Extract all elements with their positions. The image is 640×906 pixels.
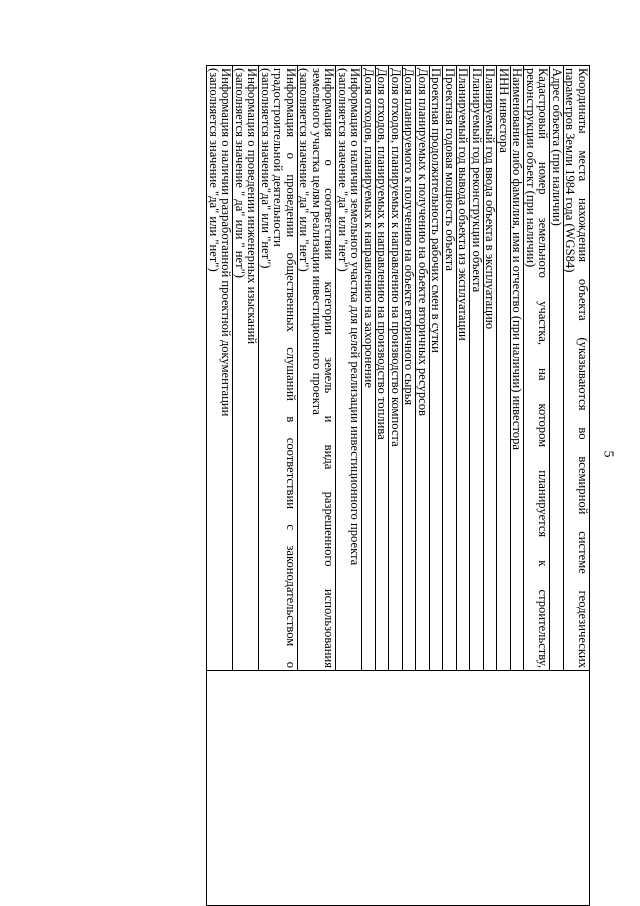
row-label-line: Координаты места нахождения объекта (указываются во всемирной системе геодезических bbox=[576, 68, 590, 668]
row-label-line: (заполняется значение "да" или "нет") bbox=[297, 68, 312, 272]
row-label bbox=[259, 66, 298, 671]
row-label-line: градостроительной деятельности bbox=[271, 68, 286, 247]
row-label-line: земельного участка целям реализации инвестиционного проекта bbox=[310, 68, 324, 415]
row-label bbox=[457, 66, 471, 671]
row-label-line: Доля планируемого к получению на объекте вторичного сырья bbox=[402, 68, 417, 406]
row-label-line: (заполняется значение"да" или "нет") bbox=[259, 68, 273, 269]
row-label bbox=[298, 66, 337, 671]
row-label-line: ИНН инвестора bbox=[497, 68, 511, 153]
value-column[interactable] bbox=[207, 671, 590, 906]
table-row bbox=[564, 66, 590, 906]
row-label bbox=[511, 66, 525, 671]
row-label bbox=[430, 66, 444, 671]
row-label-line: Информация о наличии разработанной проектной документации bbox=[219, 68, 234, 417]
row-label-line: Доля отходов, планируемых к направлению на производство топлива bbox=[375, 68, 390, 440]
row-label bbox=[362, 66, 376, 671]
row-label-line: параметров Земли 1984 года (WGS84) bbox=[563, 68, 578, 273]
row-label-line: Проектная годовая мощность объекта bbox=[443, 68, 457, 271]
row-label bbox=[207, 66, 233, 671]
row-label-line: реконструкции объект (при наличии) bbox=[524, 68, 538, 268]
investment-object-form-table bbox=[207, 65, 591, 906]
row-label bbox=[389, 66, 403, 671]
row-label-line: (заполняется значение "да" или "нет") bbox=[336, 68, 350, 272]
row-label bbox=[564, 66, 590, 671]
row-label bbox=[497, 66, 511, 671]
row-label bbox=[470, 66, 484, 671]
row-label bbox=[484, 66, 498, 671]
row-label bbox=[550, 66, 564, 671]
row-label-line: Проектная продолжительность рабочих смен в сутки bbox=[429, 68, 444, 353]
row-label-line: Наименование либо фамилия, имя и отчество (при наличии) инвестора bbox=[510, 68, 525, 450]
row-label bbox=[233, 66, 259, 671]
row-label bbox=[376, 66, 390, 671]
row-label-line: Планируемый год ввода объекта в эксплуатацию bbox=[483, 68, 498, 330]
row-label-line: Кадастровый номер земельного участка, на котором планируется к строительству, bbox=[536, 68, 551, 668]
row-label-line: (заполняется значение "да" или "нет") bbox=[207, 68, 221, 272]
row-label-line: Доля отходов, планируемых к направлению на захоронение bbox=[362, 68, 376, 388]
rotated-form-area bbox=[75, 65, 590, 895]
row-label-line: Информация о соответствии категории земель и вида разрешенного использования bbox=[322, 68, 337, 668]
row-label-line: (заполняется значение " да" или " нет") bbox=[233, 68, 247, 278]
row-label bbox=[336, 66, 362, 671]
row-label-line: Планируемый год реконструкции объекта bbox=[470, 68, 484, 293]
row-label-line: Адрес объекта (при наличии) bbox=[550, 68, 564, 226]
row-label-line: Доля планируемых к получению на объекте вторичных ресурсов bbox=[416, 68, 430, 416]
row-label bbox=[416, 66, 430, 671]
row-label bbox=[403, 66, 417, 671]
row-label-line: Доля отходов, планируемых к направлению на производство компоста bbox=[389, 68, 403, 447]
row-label bbox=[443, 66, 457, 671]
row-label-line: Планируемый год вывода объекта из эксплуатации bbox=[456, 68, 471, 341]
row-label bbox=[524, 66, 550, 671]
row-label-line: Информация о проведении общественных слушаний в соответствии с законодательством о bbox=[284, 68, 298, 668]
page-number: 5 bbox=[600, 450, 616, 458]
row-label-line: Информация о наличии земельного участка для целей реализации инвестиционного проекта bbox=[348, 68, 363, 566]
row-label-line: Информация о проведении инженерных изысканий bbox=[245, 68, 260, 345]
